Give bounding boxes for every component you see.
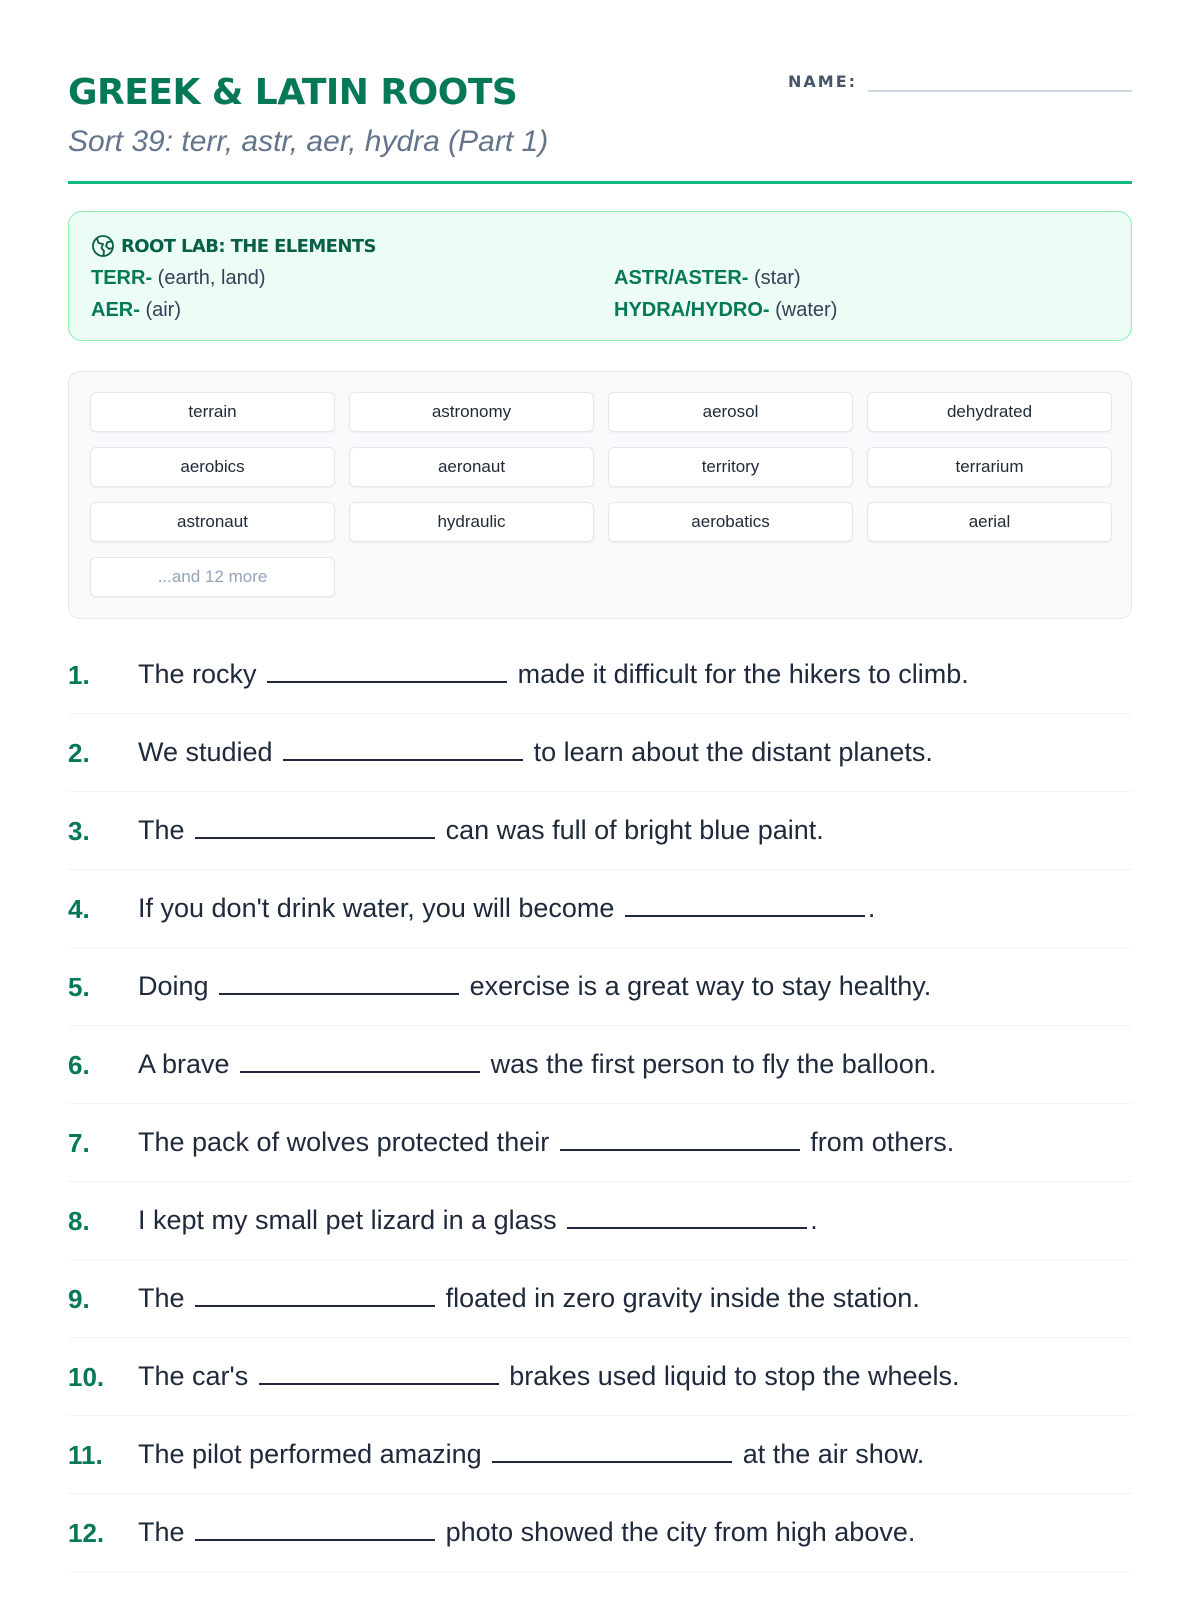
root-meaning: (water) <box>775 299 838 321</box>
question-before: We studied <box>138 737 273 767</box>
root-meaning: (earth, land) <box>157 267 266 289</box>
name-field[interactable] <box>868 90 1132 92</box>
question-text <box>138 893 875 924</box>
question-after: . <box>810 1205 818 1235</box>
question-after: from others. <box>810 1127 955 1157</box>
question-9 <box>68 1260 1132 1338</box>
question-6 <box>68 1026 1132 1104</box>
root-meaning: (air) <box>145 299 181 321</box>
question-after: can was full of bright blue paint. <box>445 815 824 845</box>
word-chip[interactable]: dehydrated <box>867 392 1112 432</box>
answer-blank[interactable] <box>567 1207 807 1229</box>
question-text <box>138 971 931 1002</box>
question-after: . <box>867 893 876 923</box>
word-chip[interactable]: astronomy <box>349 392 594 432</box>
question-before: The car's <box>138 1361 249 1391</box>
root-lab-heading <box>91 234 376 258</box>
root-name: TERR- <box>91 267 153 289</box>
question-4 <box>68 870 1132 948</box>
question-10 <box>68 1338 1132 1416</box>
question-number: 9. <box>68 1284 90 1314</box>
question-before: If you don't drink water, you will become <box>138 893 615 923</box>
root-lab-panel <box>68 211 1132 341</box>
word-chip[interactable]: aerial <box>867 502 1112 542</box>
root-meaning: (star) <box>754 267 801 289</box>
root-name: AER- <box>91 299 140 321</box>
root-hydra <box>614 299 837 322</box>
worksheet-page <box>68 0 1132 1600</box>
question-number: 5. <box>68 972 90 1002</box>
question-before: I kept my small pet lizard in a glass <box>138 1205 557 1235</box>
question-after: floated in zero gravity inside the station. <box>445 1283 920 1313</box>
answer-blank[interactable] <box>267 661 507 683</box>
word-chip[interactable]: terrarium <box>867 447 1112 487</box>
root-lab-title: ROOT LAB: THE ELEMENTS <box>121 235 376 257</box>
answer-blank[interactable] <box>195 817 435 839</box>
question-after: exercise is a great way to stay healthy. <box>469 971 932 1001</box>
question-8 <box>68 1182 1132 1260</box>
question-text <box>138 1049 936 1080</box>
answer-blank[interactable] <box>195 1285 435 1307</box>
question-text <box>138 1517 915 1548</box>
question-text <box>138 1361 960 1392</box>
question-text <box>138 815 824 846</box>
question-5 <box>68 948 1132 1026</box>
root-astr <box>614 267 801 290</box>
question-1 <box>68 636 1132 714</box>
question-after: was the first person to fly the balloon. <box>490 1049 937 1079</box>
worksheet-header <box>68 70 1132 184</box>
answer-blank[interactable] <box>195 1519 435 1541</box>
word-chip[interactable]: aerobics <box>90 447 335 487</box>
question-text <box>138 1283 920 1314</box>
question-text <box>138 737 933 768</box>
word-chip[interactable]: aerosol <box>608 392 853 432</box>
question-number: 6. <box>68 1050 90 1080</box>
answer-blank[interactable] <box>283 739 523 761</box>
name-label: NAME: <box>788 72 858 91</box>
question-list <box>68 636 1132 1572</box>
question-before: The <box>138 815 185 845</box>
word-chip[interactable]: aeronaut <box>349 447 594 487</box>
root-name: HYDRA/HYDRO- <box>614 299 770 321</box>
question-12 <box>68 1494 1132 1572</box>
globe-icon <box>91 234 115 258</box>
question-number: 7. <box>68 1128 90 1158</box>
word-chip[interactable]: terrain <box>90 392 335 432</box>
question-11 <box>68 1416 1132 1494</box>
more-words-chip[interactable]: ...and 12 more <box>90 557 335 597</box>
answer-blank[interactable] <box>240 1051 480 1073</box>
question-after: brakes used liquid to stop the wheels. <box>509 1361 960 1391</box>
question-before: The pilot performed amazing <box>138 1439 482 1469</box>
question-number: 2. <box>68 738 90 768</box>
question-number: 8. <box>68 1206 90 1236</box>
question-after: made it difficult for the hikers to climb. <box>517 659 969 689</box>
word-chip[interactable]: aerobatics <box>608 502 853 542</box>
question-number: 1. <box>68 660 90 690</box>
answer-blank[interactable] <box>625 895 865 917</box>
answer-blank[interactable] <box>219 973 459 995</box>
question-2 <box>68 714 1132 792</box>
question-before: Doing <box>138 971 209 1001</box>
answer-blank[interactable] <box>560 1129 800 1151</box>
question-before: The <box>138 1283 185 1313</box>
root-name: ASTR/ASTER- <box>614 267 749 289</box>
answer-blank[interactable] <box>492 1441 732 1463</box>
answer-blank[interactable] <box>259 1363 499 1385</box>
question-text <box>138 1439 924 1470</box>
question-text <box>138 1205 818 1236</box>
question-number: 11. <box>68 1440 103 1470</box>
question-number: 12. <box>68 1518 105 1548</box>
question-before: The <box>138 1517 185 1547</box>
question-before: A brave <box>138 1049 230 1079</box>
question-number: 3. <box>68 816 90 846</box>
root-terr <box>91 267 266 290</box>
question-number: 4. <box>68 894 90 924</box>
question-before: The pack of wolves protected their <box>138 1127 550 1157</box>
word-bank <box>68 371 1132 619</box>
question-text <box>138 659 969 690</box>
question-after: photo showed the city from high above. <box>445 1517 916 1547</box>
word-chip[interactable]: hydraulic <box>349 502 594 542</box>
question-7 <box>68 1104 1132 1182</box>
page-subtitle: Sort 39: terr, astr, aer, hydra (Part 1) <box>68 125 549 158</box>
question-after: at the air show. <box>742 1439 925 1469</box>
question-number: 10. <box>68 1362 105 1392</box>
word-chip[interactable]: astronaut <box>90 502 335 542</box>
page-title: GREEK & LATIN ROOTS <box>68 72 518 113</box>
question-3 <box>68 792 1132 870</box>
question-before: The rocky <box>138 659 257 689</box>
question-text <box>138 1127 954 1158</box>
word-chip[interactable]: territory <box>608 447 853 487</box>
question-after: to learn about the distant planets. <box>533 737 933 767</box>
root-aer <box>91 299 181 322</box>
